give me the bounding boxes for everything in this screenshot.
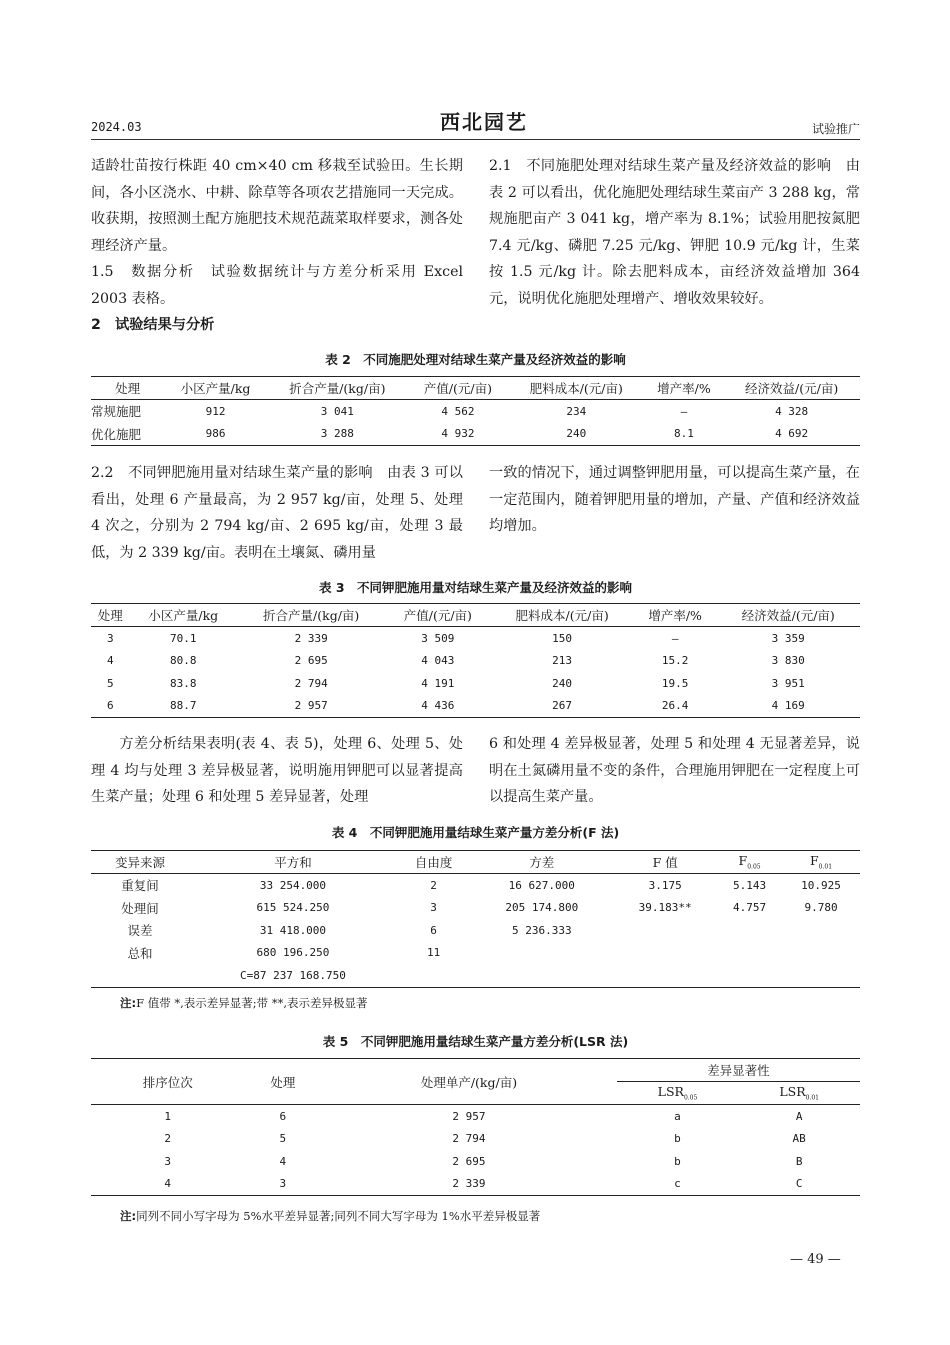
issue-date: 2024.03 [91, 120, 142, 134]
table-cell: 3 [106, 631, 114, 645]
table-cell: 4 562 [441, 404, 475, 418]
table-cell: 213 [552, 654, 573, 668]
table-cell [470, 964, 613, 987]
t2-header: 小区产量/kg [180, 381, 251, 396]
table-cell [613, 942, 717, 965]
table-cell: 3 830 [771, 654, 805, 668]
table-cell [717, 919, 782, 942]
table-cell [470, 942, 613, 965]
table-cell: 处理间 [121, 900, 159, 916]
table-cell: 4 [164, 1177, 172, 1191]
table-row [91, 1105, 860, 1128]
table-cell: 5.143 [733, 878, 767, 892]
table-cell: 4 692 [775, 427, 809, 441]
table-cell: 2 794 [452, 1132, 486, 1146]
table-cell: 80.8 [170, 654, 197, 668]
anova-paragraph: 方差分析结果表明(表 4、表 5)，处理 6、处理 5、处理 4 均与处理 3 差异极显著，说明施用钾肥可以显著提高生菜产量；处理 6 和处理 5 差异显著，处理 [91, 736, 463, 805]
table-cell: 重复间 [121, 878, 159, 894]
t5-header: 处理单产/(kg/亩) [321, 1059, 616, 1105]
table2-caption: 表 2 不同施肥处理对结球生菜产量及经济效益的影响 [325, 352, 626, 367]
table-cell: C [795, 1177, 803, 1191]
table-cell: 2 957 [452, 1109, 486, 1123]
table2 [91, 376, 860, 446]
table-cell: 4 191 [421, 676, 455, 690]
table-cell: 3 [430, 901, 437, 915]
table-cell: 3 509 [421, 631, 455, 645]
f-subscript: 0.05 [747, 863, 761, 871]
table-cell: 优化施肥 [91, 426, 142, 442]
table-cell: 11 [426, 946, 441, 960]
section-2-1: 2.1 不同施肥处理对结球生菜产量及经济效益的影响 由表 2 可以看出，优化施肥处理结球生菜亩产 3 288 kg，常规施肥亩产 3 041 kg，增产率为 8.1%；试验用肥按氮肥 7.4 元/kg、磷肥 7.25 元/kg、钾肥 10.9 元/kg 计，生菜按 1.5 元/kg 计。除去肥料成本，亩经济效益增加 364 元，说明优化施肥处理增产、增收效果较好。 [489, 158, 860, 307]
table-cell: 2 695 [452, 1154, 486, 1168]
table-cell: 3 288 [320, 427, 354, 441]
table-cell: 2 957 [294, 699, 328, 713]
note-text: 同列不同小写字母为 5%水平差异显著;同列不同大写字母为 1%水平差异极显著 [136, 1209, 541, 1223]
lsr-symbol: LSR [779, 1084, 806, 1100]
table-cell: 2 695 [294, 654, 328, 668]
table-cell: 267 [552, 699, 573, 713]
t4-header: 变异来源 [115, 855, 166, 870]
table-cell: 31 418.000 [259, 923, 327, 937]
table-cell: 常规施肥 [91, 404, 142, 420]
lsr-subscript: 0.01 [805, 1094, 819, 1102]
journal-logo: 西北园艺 [440, 110, 528, 134]
table-cell: 2 [430, 878, 437, 892]
t5-header-lsr001 [738, 1082, 860, 1105]
table-cell: 680 196.250 [256, 946, 330, 960]
table-cell: 9.780 [804, 901, 838, 915]
t5-header-lsr005 [617, 1082, 739, 1105]
table-cell: 4 932 [441, 427, 475, 441]
table-row [91, 919, 860, 942]
lsr-subscript: 0.05 [683, 1094, 698, 1102]
table-cell: 8.1 [674, 427, 694, 441]
table-cell: 2 339 [294, 631, 328, 645]
table-row [91, 897, 860, 920]
table-cell [782, 942, 860, 965]
table-row [91, 695, 860, 718]
table-cell: 2 [164, 1132, 172, 1146]
table-row [91, 627, 860, 650]
table-cell: 误差 [127, 923, 153, 939]
table-row [91, 400, 860, 423]
table-cell: 39.183** [638, 901, 692, 915]
table-cell: AB [792, 1132, 806, 1146]
table-cell: 3.175 [648, 878, 682, 892]
table-cell: 3 951 [771, 676, 805, 690]
t3-header: 处理 [97, 608, 123, 623]
table4 [91, 850, 860, 988]
paragraph-transplant: 适龄壮苗按行株距 40 cm×40 cm 移栽至试验田。生长期间，各小区浇水、中耕、除草等各项农艺措施同一天完成。收获期，按照测土配方施肥技术规范蔬菜取样要求，测各处理经济产量。 [91, 158, 463, 254]
table-row [91, 672, 860, 695]
t4-header: F 值 [652, 855, 678, 870]
table-cell: 4 328 [775, 404, 809, 418]
section-2-2-left [91, 460, 463, 566]
table-cell: 2 339 [452, 1177, 486, 1191]
t5-header: 排序位次 [91, 1059, 244, 1105]
page-number: — 49 — [790, 1252, 841, 1267]
section-1-5: 1.5 数据分析 试验数据统计与方差分析采用 Excel 2003 表格。 [91, 264, 463, 307]
table-cell: 16 627.000 [508, 878, 575, 892]
table-row [91, 1173, 860, 1196]
section-2-2-right [489, 460, 860, 540]
table-cell: 3 041 [320, 404, 354, 418]
table-cell: 4 [106, 654, 114, 668]
table-cell: 总和 [127, 945, 153, 961]
table4-note [120, 995, 368, 1011]
table-cell: — [671, 631, 679, 645]
table-cell: 10.925 [801, 878, 841, 892]
t4-header: 自由度 [414, 855, 453, 870]
t4-header: 平方和 [274, 855, 312, 870]
t2-header: 经济效益/(元/亩) [745, 381, 839, 396]
t2-header: 折合产量/(kg/亩) [289, 381, 386, 396]
table-cell: 26.4 [661, 699, 689, 713]
table4-caption: 表 4 不同钾肥施用量结球生菜产量方差分析(F 法) [331, 825, 620, 840]
f-subscript: 0.01 [818, 863, 833, 871]
f-symbol: F [809, 853, 819, 869]
table-cell: 1 [164, 1109, 172, 1123]
t5-header: 处理 [244, 1059, 321, 1105]
table5-caption: 表 5 不同钾肥施用量结球生菜产量方差分析(LSR 法) [322, 1034, 629, 1049]
right-column-top [489, 153, 860, 312]
table5 [91, 1058, 860, 1196]
section-2-heading: 2 试验结果与分析 [91, 317, 215, 333]
correction-term: C=87 237 168.750 [239, 968, 346, 982]
table-cell: 6 [106, 699, 114, 713]
table-cell: b [674, 1154, 681, 1168]
t3-header: 增产率/% [648, 608, 702, 623]
table-cell: 88.7 [170, 699, 197, 713]
table-cell: 33 254.000 [259, 878, 327, 892]
t3-header: 肥料成本/(元/亩) [515, 608, 609, 623]
t2-header: 处理 [115, 381, 141, 396]
table-cell [782, 919, 860, 942]
table-cell: 15.2 [661, 654, 689, 668]
table3 [91, 603, 860, 718]
table-cell [782, 964, 860, 987]
table-cell: b [674, 1132, 681, 1146]
table-cell: a [674, 1109, 681, 1123]
table-row [91, 874, 860, 897]
table-row [91, 942, 860, 965]
table-row [91, 1128, 860, 1151]
table-cell: 70.1 [170, 631, 197, 645]
table-cell: 615 524.250 [256, 901, 330, 915]
t2-header: 产值/(元/亩) [423, 381, 493, 396]
table-cell: 240 [566, 427, 587, 441]
anova-text-right [489, 731, 860, 811]
table-cell [91, 964, 189, 987]
table-row [91, 423, 860, 446]
table-cell: — [680, 404, 688, 418]
table-cell: 5 [279, 1132, 287, 1146]
table-cell: 5 236.333 [511, 923, 572, 937]
table-row-correction [91, 964, 860, 987]
table-cell: 205 174.800 [505, 901, 579, 915]
table-cell: 19.5 [661, 676, 689, 690]
t5-header-significance: 差异显著性 [617, 1059, 860, 1082]
table-cell: 3 [164, 1154, 172, 1168]
section-label: 试验推广 [811, 122, 860, 136]
table-cell: 3 359 [771, 631, 805, 645]
table-cell: 240 [552, 676, 573, 690]
table3-caption: 表 3 不同钾肥施用量对结球生菜产量及经济效益的影响 [318, 580, 633, 595]
table-cell: 4 043 [421, 654, 455, 668]
t2-header: 肥料成本/(元/亩) [529, 381, 623, 396]
table-cell: 150 [552, 631, 573, 645]
lsr-symbol: LSR [657, 1084, 684, 1100]
left-column-top [91, 153, 463, 339]
table-cell: c [674, 1177, 681, 1191]
table-cell: 2 794 [294, 676, 328, 690]
table-cell [717, 964, 782, 987]
table-cell: 4.757 [733, 901, 767, 915]
t4-header-f001 [782, 851, 860, 874]
section-2-2-text: 2.2 不同钾肥施用量对结球生菜产量的影响 由表 3 可以看出，处理 6 产量最高，为 2 957 kg/亩，处理 5、处理 4 次之，分别为 2 794 kg/亩、2 695 kg/亩，处理 3 最低，为 2 339 kg/亩。表明在土壤氮、磷用量 [91, 465, 463, 561]
table-cell: 234 [566, 404, 587, 418]
table-cell: 83.8 [170, 676, 197, 690]
table-cell: 6 [279, 1109, 287, 1123]
t3-header: 小区产量/kg [148, 608, 219, 623]
t3-header: 经济效益/(元/亩) [741, 608, 835, 623]
table-cell: 3 [279, 1177, 287, 1191]
note-label: 注: [120, 996, 137, 1010]
t4-header-f005 [717, 851, 782, 874]
section-2-2-text-cont: 一致的情况下，通过调整钾肥用量，可以提高生菜产量，在一定范围内，随着钾肥用量的增加，产量、产值和经济效益均增加。 [489, 465, 860, 534]
table-cell: A [795, 1109, 803, 1123]
table-cell: B [795, 1154, 803, 1168]
table-cell [397, 964, 471, 987]
table-cell: 986 [205, 427, 226, 441]
table-row [91, 1150, 860, 1173]
table5-note [120, 1208, 540, 1224]
header-rule [91, 139, 860, 140]
table-cell: 5 [106, 676, 114, 690]
table-cell: 6 [430, 923, 437, 937]
table-cell [613, 919, 717, 942]
anova-paragraph-cont: 6 和处理 4 差异极显著，处理 5 和处理 4 无显著差异，说明在土氮磷用量不变的条件，合理施用钾肥在一定程度上可以提高生菜产量。 [489, 736, 860, 805]
table-cell [613, 964, 717, 987]
table-cell: 4 436 [421, 699, 455, 713]
note-text: F 值带 *,表示差异显著;带 **,表示差异极显著 [136, 996, 368, 1010]
table-cell: 4 [279, 1154, 287, 1168]
f-symbol: F [738, 853, 748, 869]
note-label: 注: [120, 1209, 137, 1223]
table-cell: 912 [205, 404, 226, 418]
t3-header: 产值/(元/亩) [403, 608, 472, 623]
anova-text-left [91, 731, 463, 811]
t3-header: 折合产量/(kg/亩) [263, 608, 360, 623]
table-row [91, 650, 860, 673]
t2-header: 增产率/% [657, 381, 711, 396]
table-cell [717, 942, 782, 965]
table-cell: 4 169 [771, 699, 805, 713]
t4-header: 方差 [529, 855, 555, 870]
